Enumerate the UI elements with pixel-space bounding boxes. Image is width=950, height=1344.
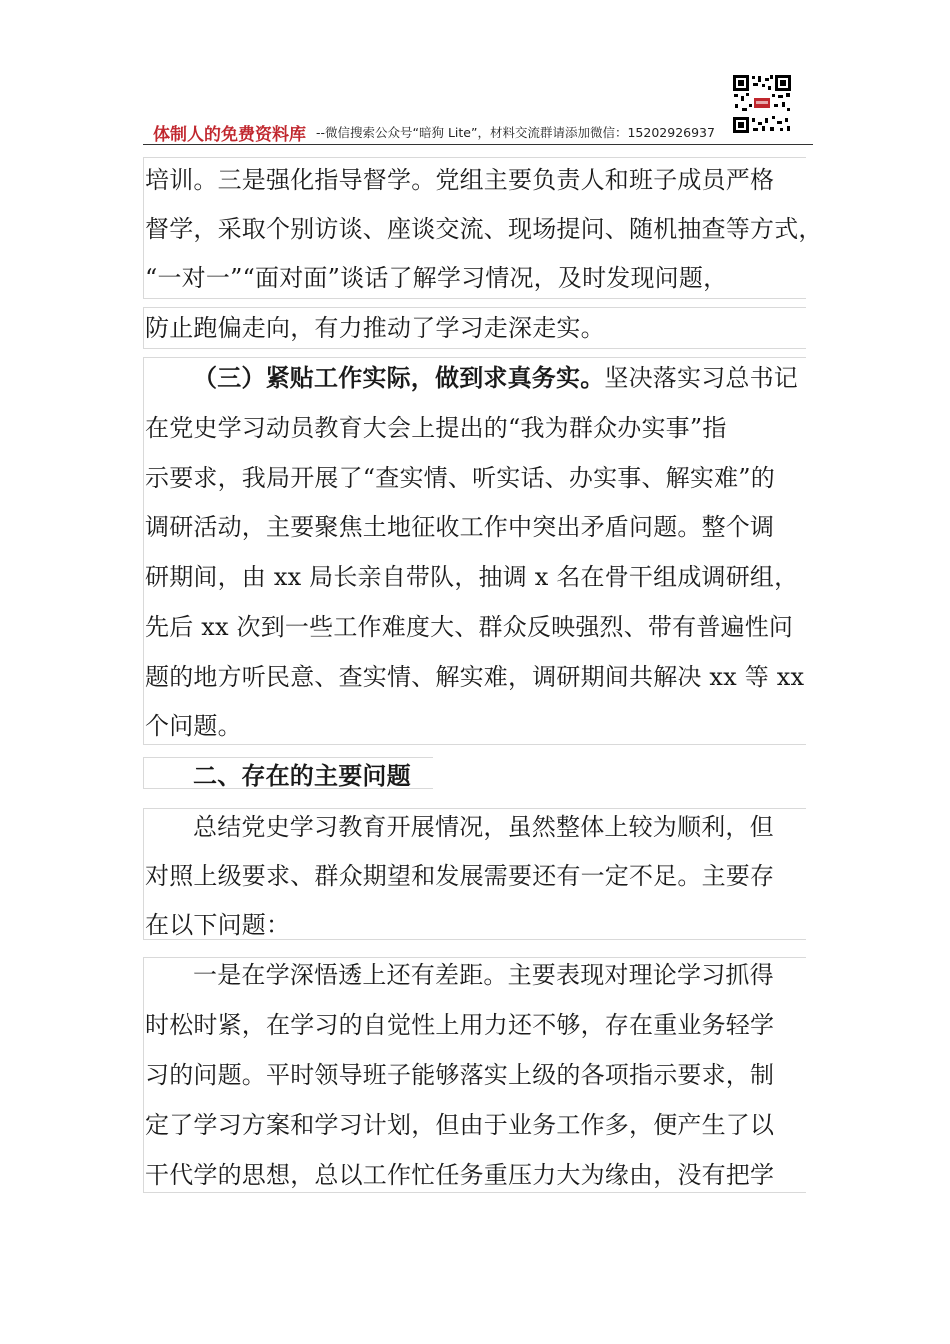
paragraph-line: 在以下问题： — [145, 911, 291, 939]
page-header — [143, 120, 813, 145]
paragraph-line: 培训。三是强化指导督学。党组主要负责人和班子成员严格 — [145, 166, 775, 194]
qr-code-icon — [732, 74, 792, 134]
paragraph-line: 督学，采取个别访谈、座谈交流、现场提问、随机抽查等方式， — [145, 215, 823, 243]
paragraph-line: 习的问题。平时领导班子能够落实上级的各项指示要求，制 — [145, 1061, 775, 1089]
paragraph-line: 定了学习方案和学习计划，但由于业务工作多，便产生了以 — [145, 1111, 775, 1139]
paragraph-line: 个问题。 — [145, 712, 242, 740]
header-slogan: --微信搜索公众号“暗狗 Lite”，材料交流群请添加微信：15202926937 — [316, 125, 715, 140]
brand-title: 体制人的免费资料库 — [153, 125, 306, 145]
paragraph-line: 示要求，我局开展了“查实情、听实话、办实事、解实难”的 — [145, 464, 775, 492]
paragraph-line: 防止跑偏走向，有力推动了学习走深走实。 — [145, 314, 605, 342]
paragraph-line: “一对一”“面对面”谈话了解学习情况，及时发现问题， — [145, 264, 728, 292]
paragraph-line: 在党史学习动员教育大会上提出的“我为群众办实事”指 — [145, 414, 727, 442]
paragraph-line: 研期间，由 xx 局长亲自带队，抽调 x 名在骨干组成调研组， — [145, 563, 799, 591]
paragraph-line: 时松时紧，在学习的自觉性上用力还不够，存在重业务轻学 — [145, 1011, 775, 1039]
section-three-first-line — [193, 363, 798, 393]
paragraph-line: 干代学的思想，总以工作忙任务重压力大为缘由，没有把学 — [145, 1161, 775, 1189]
paragraph-line: 调研活动，主要聚焦土地征收工作中突出矛盾问题。整个调 — [145, 513, 775, 541]
section-three-text: 坚决落实习总书记 — [604, 364, 799, 392]
paragraph-line: 对照上级要求、群众期望和发展需要还有一定不足。主要存 — [145, 862, 775, 890]
problem-one-first-line: 一是在学深悟透上还有差距。主要表现对理论学习抓得 — [193, 961, 774, 989]
section-two-heading: 二、存在的主要问题 — [193, 761, 411, 790]
summary-first-line: 总结党史学习教育开展情况，虽然整体上较为顺利，但 — [193, 813, 774, 841]
paragraph-line: 题的地方听民意、查实情、解实难，调研期间共解决 xx 等 xx — [145, 663, 805, 691]
section-three-heading: （三）紧贴工作实际，做到求真务实。 — [193, 363, 605, 392]
paragraph-line: 先后 xx 次到一些工作难度大、群众反映强烈、带有普遍性问 — [145, 613, 794, 641]
